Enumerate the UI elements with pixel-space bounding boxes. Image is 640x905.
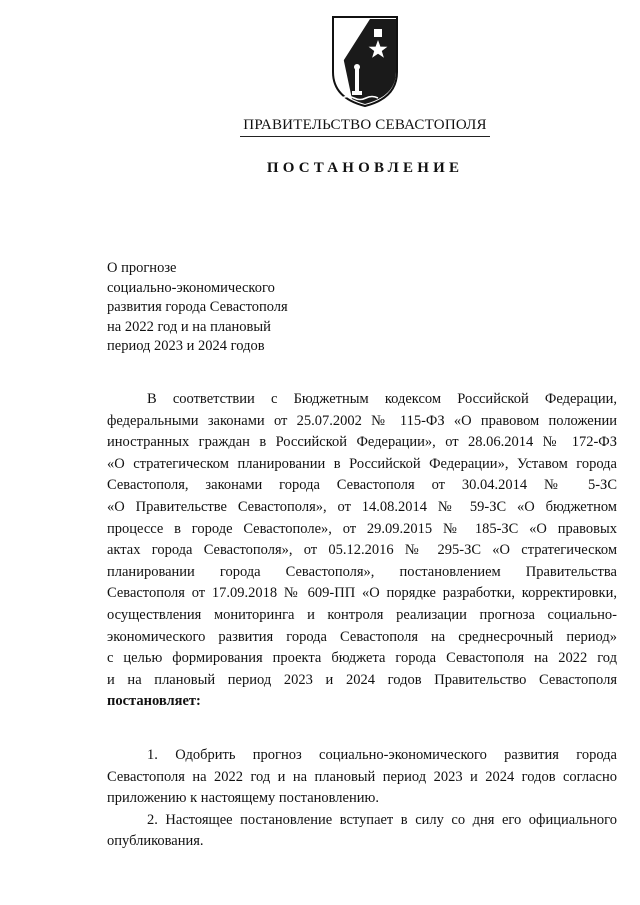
document-subject: [107, 259, 367, 357]
preamble-line: Севастополя от 17.09.2018 № 609-ПП «О порядке разработки, корректировки,: [107, 585, 617, 602]
preamble-line: осуществления мониторинга и контроля реализации прогноза социально-: [107, 606, 617, 623]
subject-line: развития города Севастополя: [107, 299, 288, 315]
preamble-line: актах города Севастополя», от 05.12.2016 № 295-ЗС «О стратегическом: [107, 542, 617, 559]
preamble-line: и на плановый период 2023 и 2024 годов Правительство Севастополя: [107, 671, 617, 688]
sevastopol-coat-of-arms-icon: [330, 14, 400, 108]
preamble-line: иностранных граждан в Российской Федерации», от 28.06.2014 № 172-ФЗ: [107, 434, 617, 451]
resolves-word: постановляет:: [107, 693, 201, 710]
subject-line: социально-экономического: [107, 279, 275, 296]
item-1-line: Севастополя на 2022 год и на плановый период 2023 и 2024 годов согласно: [107, 768, 617, 785]
preamble-paragraph: [107, 389, 617, 713]
preamble-line: с целью формирования проекта бюджета города Севастополя на 2022 год: [107, 650, 617, 667]
preamble-line: экономического развития города Севастополя на среднесрочный период»: [107, 628, 617, 645]
item-1-line: 1. Одобрить прогноз социально-экономического развития города: [147, 747, 617, 763]
preamble-line: Севастополя, законами города Севастополя от 30.04.2014 № 5-ЗС: [107, 477, 617, 494]
org-name: ПРАВИТЕЛЬСТВО СЕВАСТОПОЛЯ: [243, 117, 487, 133]
item-2-line: опубликования.: [107, 833, 204, 850]
preamble-line: планировании города Севастополя», постановлением Правительства: [107, 563, 617, 580]
preamble-line: федеральными законами от 25.07.2002 № 115-ФЗ «О правовом положении: [107, 412, 617, 429]
subject-line: О прогнозе: [107, 260, 177, 276]
item-2-line: 2. Настоящее постановление вступает в силу со дня его официального: [147, 811, 617, 828]
item-1-line: приложению к настоящему постановлению.: [107, 790, 379, 807]
preamble-line: «О стратегическом планировании в Российской Федерации», Уставом города: [107, 455, 617, 472]
document-type-title: ПОСТАНОВЛЕНИЕ: [266, 160, 464, 176]
subject-line: период 2023 и 2024 годов: [107, 338, 265, 354]
preamble-line: В соответствии с Бюджетным кодексом Российской Федерации,: [147, 391, 617, 407]
subject-line: на 2022 год и на плановый: [107, 318, 271, 335]
preamble-line: процессе в городе Севастополе», от 29.09.2015 № 185-ЗС «О правовых: [107, 520, 617, 537]
org-underline: [240, 136, 490, 137]
preamble-line: «О Правительстве Севастополя», от 14.08.2014 № 59-ЗС «О бюджетном: [107, 498, 617, 515]
resolution-items: [107, 745, 617, 853]
